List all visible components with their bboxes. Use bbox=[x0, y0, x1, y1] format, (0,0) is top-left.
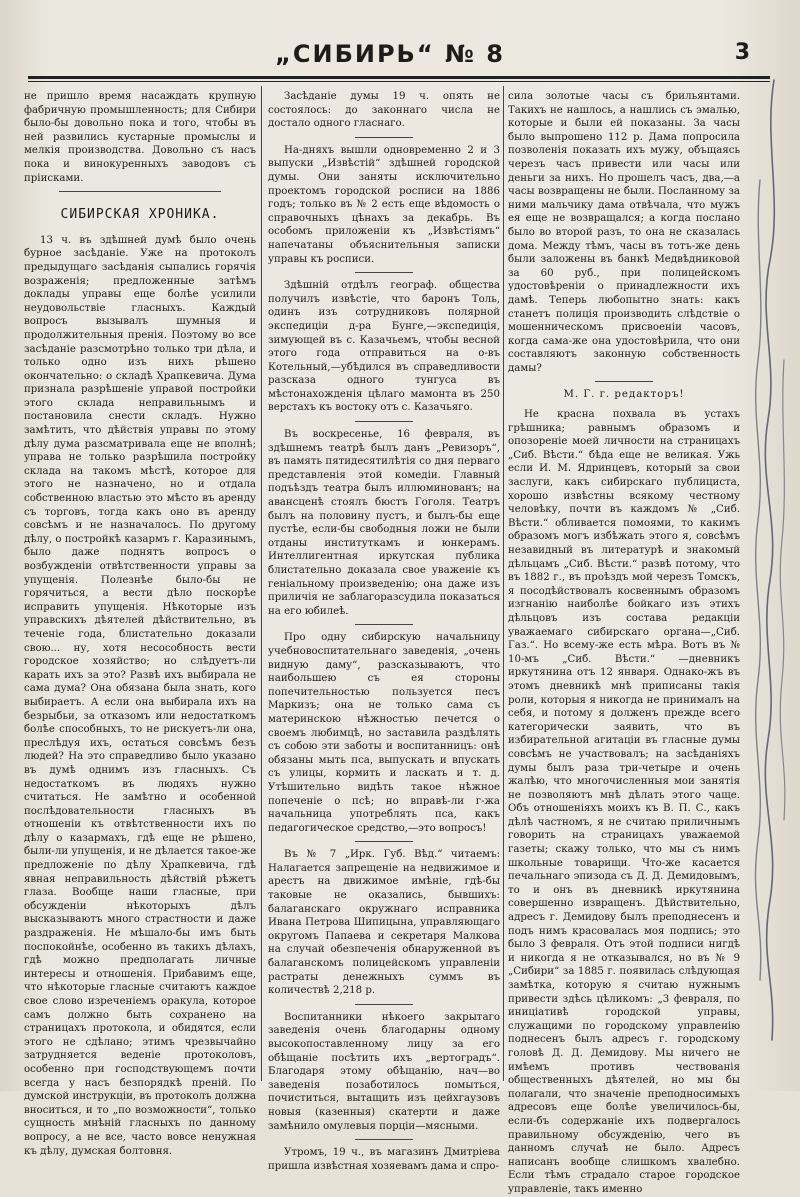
separator-rule bbox=[355, 137, 413, 138]
column-3 bbox=[508, 90, 740, 1195]
separator-rule bbox=[355, 272, 413, 273]
article-paragraph: Въ № 7 „Ирк. Губ. Вѣд.“ читаемъ: Налагается запрещеніе на недвижимое и арестъ на движимое имѣніе, гдѣ-бы таковые не оказались, бывшихъ: балаганскаго окружнаго исправника Ивана Петрова Шипицына, управляющаго округомъ Папаева и секретаря Малкова на случай обезпеченія обнаруженной въ балаганскомъ полицейскомъ управленіи растраты денежныхъ суммъ въ количествѣ 2,218 р. bbox=[268, 849, 500, 997]
article-paragraph: не пришло время насаждать крупную фабричную промышленность; для Сибири было-бы довольно пока и того, чтобы въ ней развились кустарные промыслы и мелкія производства. Довольно съ насъ пока и винокуренныхъ заводовъ съ пріисками. bbox=[24, 91, 256, 184]
separator-rule bbox=[355, 624, 413, 625]
article-paragraph: Воспитанники нѣкоего закрытаго заведенія очень благодарны одному высокопоставленному лицу за его обѣщаніе посѣтить ихъ „вертоградъ“. Благодаря этому обѣщанію, нач—во заведенія позаботилось помыться, почиститься, вытащить изъ цейхгаузовъ новыя (казенныя) скатерти и даже замѣнило омулевыя порціи—мясными. bbox=[268, 1011, 500, 1132]
column-divider bbox=[503, 86, 504, 1081]
article-paragraph: Здѣшній отдѣлъ географ. общества получилъ извѣстіе, что баронъ Толь, одинъ изъ сотрудниковъ полярной экспедиціи д-ра Бунге,—экспедиція, зимующей въ с. Казачьемъ, чтобы весной этого года отправиться на о-въ Котельный,—убѣдился въ справедливости разсказа одного тунгуса въ мѣстонахожденія цѣлаго мамонта въ 250 верстахъ къ востоку отъ с. Казачьяго. bbox=[268, 280, 500, 414]
column-2 bbox=[268, 90, 500, 1172]
separator-rule bbox=[355, 421, 413, 422]
article-paragraph: На-дняхъ вышли одновременно 2 и 3 выпуски „Извѣстій“ здѣшней городской думы. Они заняты исключительно проектомъ городской росписи на 1886 годъ; только въ № 2 есть еще вѣдомость о справочныхъ цѣнахъ за декабрь. Въ особомъ приложеніи къ „Извѣстіямъ“ напечатаны объяснительныя записки управы къ росписи. bbox=[268, 144, 500, 265]
page-number: 3 bbox=[734, 40, 750, 65]
letter-salutation: М. Г. г. редакторъ! bbox=[563, 389, 685, 401]
article-paragraph: Утромъ, 19 ч., въ магазинъ Дмитріева пришла извѣстная хозяевамъ дама и спро- bbox=[268, 1147, 500, 1172]
separator-rule bbox=[355, 1139, 413, 1140]
handwriting-scribble bbox=[744, 60, 792, 1060]
section-title: СИБИРСКАЯ ХРОНИКА. bbox=[60, 207, 220, 223]
separator-rule bbox=[59, 191, 221, 192]
article-paragraph: Про одну сибирскую начальницу учебновоспитательнаго заведенія, „очень видную даму“, разсказываютъ, что наибольшею съ ея стороны попечительностью пользуется песъ Маркизъ; она не только сама съ материнскою нѣжностью печется о своемъ любимцѣ, но заставила раздѣлять съ собою эти заботы и воспитанницъ: онѣ обязаны мыть пса, выпускать и впускать съ улицы, кормить и ласкать и т. д. Утѣшительно видѣть такое нѣжное попеченіе о псѣ; но вправѣ-ли г-жа начальница употреблять пса, какъ педагогическое средство,—это вопросъ! bbox=[268, 632, 500, 834]
article-paragraph: Въ воскресенье, 16 февраля, въ здѣшнемъ театрѣ былъ данъ „Ревизоръ“, въ память пятидесятилѣтія со дня перваго представленія этой комедіи. Главный подъѣздъ театра былъ иллюминованъ; на авансценѣ стоялъ бюстъ Гоголя. Театръ былъ на половину пустъ, и былъ-бы еще пустѣе, если-бы свободныя ложи не были отданы институткамъ и юнкерамъ. Интеллигентная иркутская публика блистательно доказала свое уваженіе къ геніальному произведенію; она даже изъ приличія не заблагоразсудила показаться на его юбилеѣ. bbox=[268, 429, 500, 617]
handwritten-margin-note bbox=[744, 60, 792, 1060]
page-header bbox=[30, 40, 750, 72]
article-paragraph: 13 ч. въ здѣшней думѣ было очень бурное засѣданіе. Уже на протоколъ предыдущаго засѣданія сыпались горячія возраженія; предложенные затѣмъ доклады управы еще болѣе усилили неудовольствіе гласныхъ. Каждый вопросъ вызывалъ шумныя и продолжительныя пренія. Поэтому во все засѣданіе разсмотрѣно только три дѣла, и только одно изъ нихъ рѣшено окончательно: о складѣ Храпкевича. Дума признала разрѣшеніе управой постройки этого склада неправильнымъ и постановила снести складъ. Нужно замѣтить, что дѣйствія управы по этому дѣлу дума разсматривала еще не вполнѣ; управа не только разрѣшила постройку склада на такомъ мѣстѣ, которое для этого не назначено, но и отдала собственною властью это мѣсто въ аренду съ торговъ, тогда какъ оно въ аренду совсѣмъ и не назначалось. По другому дѣлу, о постройкѣ казармъ г. Каразинымъ, было даже поднятъ вопросъ о возбужденіи отвѣтственности управы за упущенія. Полезнѣе было-бы не горячиться, а вести дѣло поскорѣе исправить упущенія. Нѣкоторые изъ управскихъ дѣятелей дѣйствительно, въ теченіе года, блистательно доказали свою... ну, хотя несособность вести городское хозяйство; но слѣдуетъ-ли карать ихъ за это? Развѣ ихъ выбирала не сама дума? Она обязана была знать, кого выбираетъ. А если она выбирала ихъ на безрыбьи, за отказомъ или недостаткомъ болѣе способныхъ, то не рискуетъ-ли она, преслѣдуя ихъ, остаться совсѣмъ безъ людей? На это справедливо было указано въ думѣ однимъ изъ гласныхъ. Съ недостаткомъ въ людяхъ нужно считаться. Не замѣтно и особенной послѣдовательности гласныхъ въ отношеніи къ отвѣтственности ихъ по дѣлу о казармахъ, гдѣ еще не рѣшено, были-ли упущенія, и не дѣлается такое-же предложеніе по дѣлу Храпкевича, гдѣ явная неправильность дѣйствій рѣжетъ глаза. Вообще наши гласные, при обсужденіи нѣкоторыхъ дѣлъ высказываютъ много страстности и даже раздраженія. Не мѣшало-бы имъ быть поспокойнѣе, особенно въ такихъ дѣлахъ, гдѣ можно предполагать личные интересы и отношенія. Прибавимъ еще, что нѣкоторые гласные считаютъ каждое свое слово изреченіемъ оракула, которое самъ должно быть сохранено на страницахъ протокола, и обидятся, если этого не сдѣлано; этимъ чрезвычайно затрудняется веденіе протоколовъ, особенно при господствующемъ почти всегда у насъ безпорядкѣ преній. По думской инструкціи, въ протоколъ должна вноситься, и то „по возможности“, только сущность мнѣній гласныхъ по данному вопросу, а не все, часто вовсе ненужная къ дѣлу, думская болтовня. bbox=[24, 234, 256, 1157]
article-paragraph: сила золотые часы съ брильянтами. Такихъ не нашлось, а нашлись съ эмалью, которые и были ей показаны. За часы было выпрошено 112 р. Дама попросила позволенія показать ихъ мужу, объщаясь черезъ часъ привести или часы или деньги за нихъ. Но прошелъ часъ, два,—а часы возвращены не были. Посланному за ними мальчику дама отвѣчала, что мужъ ея еще не возвращался; а когда послано было во второй разъ, то она не сказалась дома. Между тѣмъ, часы въ тотъ-же день были заложены въ банкѣ Медвѣдниковой за 60 руб., при полицейскомъ удостовѣреніи о принадлежности ихъ дамѣ. Теперь любопытно знать: какъ станетъ полиція производить слѣдствіе о мошенническомъ присвоеніи часовъ, когда сама-же она удостовѣрила, что они составляютъ законную собственность дамы? bbox=[508, 91, 740, 374]
header-double-rule bbox=[28, 76, 770, 82]
article-paragraph: Засѣданіе думы 19 ч. опять не состоялось: до законнаго числа не достало одного гласнаго. bbox=[268, 91, 500, 130]
separator-rule bbox=[355, 1004, 413, 1005]
separator-rule bbox=[355, 841, 413, 842]
column-1 bbox=[24, 90, 256, 1157]
separator-rule bbox=[595, 381, 653, 382]
column-divider bbox=[261, 86, 262, 1081]
article-paragraph: Не красна похвала въ устахъ грѣшника; равнымъ образомъ и опозореніе моей личности на страницахъ „Сиб. Вѣсти.“ бѣда еще не великая. Ужь если И. М. Ядринцевъ, который за свои заслуги, какъ сибирскаго публициста, хорошо извѣстны всякому честному человѣку, почти въ каждомъ № „Сиб. Вѣсти.“ обливается помоями, то какимъ образомъ могъ избѣжать этого я, совсѣмъ незавидный въ литературѣ и знакомый дѣльцамъ „Сиб. Вѣсти.“ развѣ потому, что въ 1882 г., въ проѣздъ мой черезъ Томскъ, я посодѣйствовалъ косвеннымъ образомъ изгнанію наиболѣе бойкаго изъ этихъ дѣльцовъ изъ состава редакціи уважаемаго сибирскаго органа—„Сиб. Газ.“. Но всему-же есть мѣра. Вотъ въ № 10-мъ „Сиб. Вѣсти.“ —дневникъ иркутянина отъ 12 января. Однако-жъ въ этомъ дневникѣ мнѣ приписаны такія роли, которыя я никогда не принималъ на себя, и потому я долженъ прежде всего категорически заявить, что въ избирательной агитаціи въ гласные думы совсѣмъ не участвовалъ; на засѣданіяхъ думы былъ раза три-четыре и очень жалѣю, что многочисленныя мои занятія не позволяютъ мнѣ дѣлать этого чаще. Объ отношеніяхъ моихъ къ В. П. С., какъ дѣлѣ частномъ, я не считаю приличнымъ говорить на страницахъ уважаемой газеты; скажу только, что мы съ нимъ школьные товарищи. Что-же касается печальнаго эпизода съ Д. Д. Демидовымъ, то и онъ въ дневникѣ иркутянина совершенно извращенъ. Дѣйствительно, адресъ г. Демидову былъ преподнесенъ и подъ нимъ красовалась моя подпись; это было 3 февраля. Отъ этой подписи нигдѣ и никогда я не отказывался, но въ № 9 „Сибири“ за 1885 г. появилась слѣдующая замѣтка, которую я считаю нужнымъ привести здѣсь цѣликомъ: „3 февраля, по иниціативѣ городской управы, служащими по городскому управленію поднесенъ былъ адресъ г. городскому головѣ Д. Д. Демидову. Мы ничего не имѣемъ противъ чествованія общественныхъ дѣятелей, но мы бы полагали, что значеніе преподносимыхъ адресовъ еще болѣе увеличилось-бы, если-бъ содержаніе ихъ подвергалось правильному обсужденію, чего въ данномъ случаѣ не было. Адресъ написанъ вообще слишкомъ хвалебно. Если тѣмъ страдало старое городское управленіе, такъ именно bbox=[508, 409, 740, 1195]
newspaper-title: „СИБИРЬ“ № 8 bbox=[275, 40, 505, 68]
